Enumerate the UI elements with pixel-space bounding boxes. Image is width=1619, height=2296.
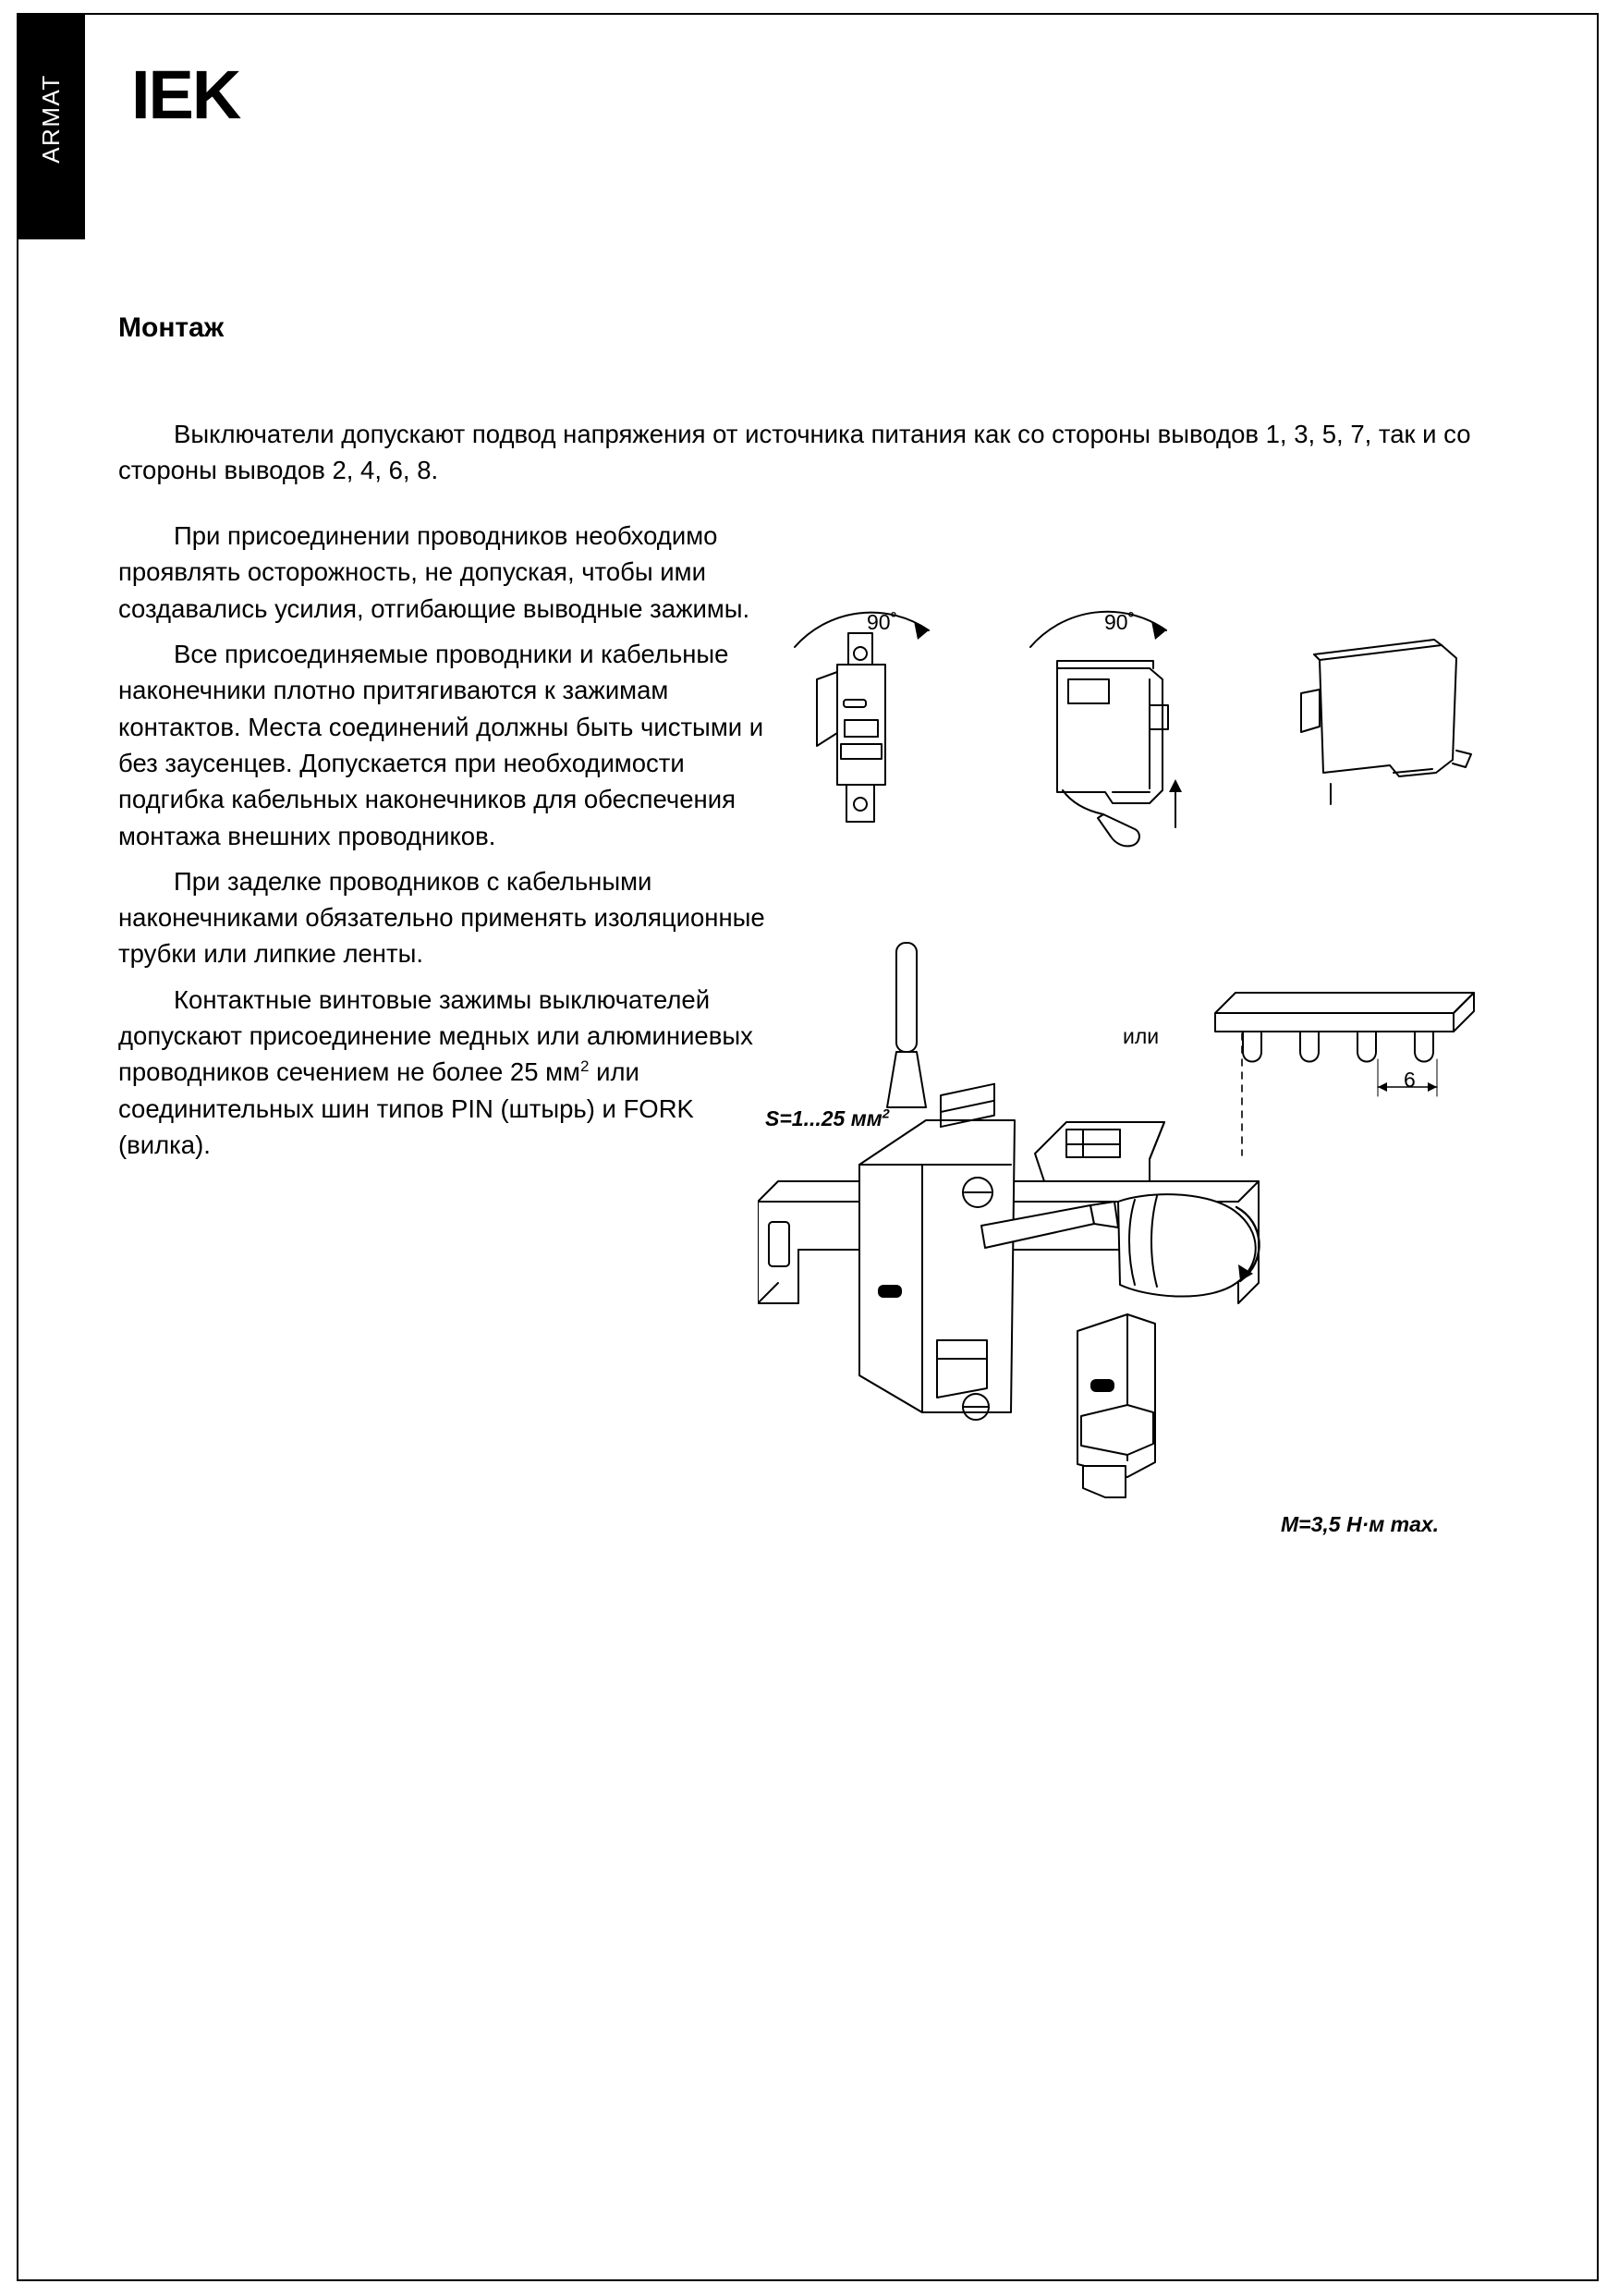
paragraph-1: При присоединении проводников необходимо проявлять осторожность, не допуская, чтобы ими создавались усилия, отгибающие выводные зажимы.	[118, 521, 750, 623]
logo-text: IEK	[131, 56, 240, 133]
paragraph-4	[118, 982, 765, 1164]
dimension-6-label: 6	[1404, 1068, 1416, 1092]
iek-logo	[131, 56, 240, 133]
intro-paragraph	[118, 416, 1486, 488]
figure-group	[758, 555, 1552, 1738]
paragraph-4-part-b: или соединительных шин типов PIN (штырь) и FORK (вилка).	[118, 1057, 694, 1159]
page-title: Монтаж	[118, 312, 225, 343]
wire-section-superscript: 2	[882, 1106, 890, 1122]
paragraph-3: При заделке проводников с кабельными наконечниками обязательно применять изоляционные трубки или липкие ленты.	[118, 866, 765, 969]
angle-label-right: 90˚	[1104, 610, 1136, 634]
torque-label: M=3,5 Н·м max.	[1281, 1512, 1440, 1536]
or-label: или	[1123, 1024, 1160, 1048]
angle-label-left: 90˚	[867, 610, 898, 634]
intro-text: Выключатели допускают подвод напряжения от источника питания как со стороны выводов 1, 3, 5, 7, так и со стороны выводов 2, 4, 6, 8.	[118, 420, 1471, 485]
wire-section-label: S=1...25 $мм^2$	[765, 1106, 890, 1130]
paragraph-4-part-a: Контактные винтовые зажимы выключателей допускают присоединение медных или алюминиевых проводников сечением не более 25 мм	[118, 984, 753, 1087]
paragraph-2: Все присоединяемые проводники и кабельные наконечники плотно притягиваются к зажимам контактов. Места соединений должны быть чистыми и без заусенцев. Допускается при необходимости подгибка кабельных наконечников для обеспечения монтажа внешних проводников.	[118, 639, 764, 850]
brand-side-tab	[18, 15, 85, 239]
paragraph-4-superscript: 2	[579, 1057, 590, 1076]
body-text-column	[118, 518, 765, 1172]
brand-vertical-label: ARMAT	[37, 74, 65, 164]
